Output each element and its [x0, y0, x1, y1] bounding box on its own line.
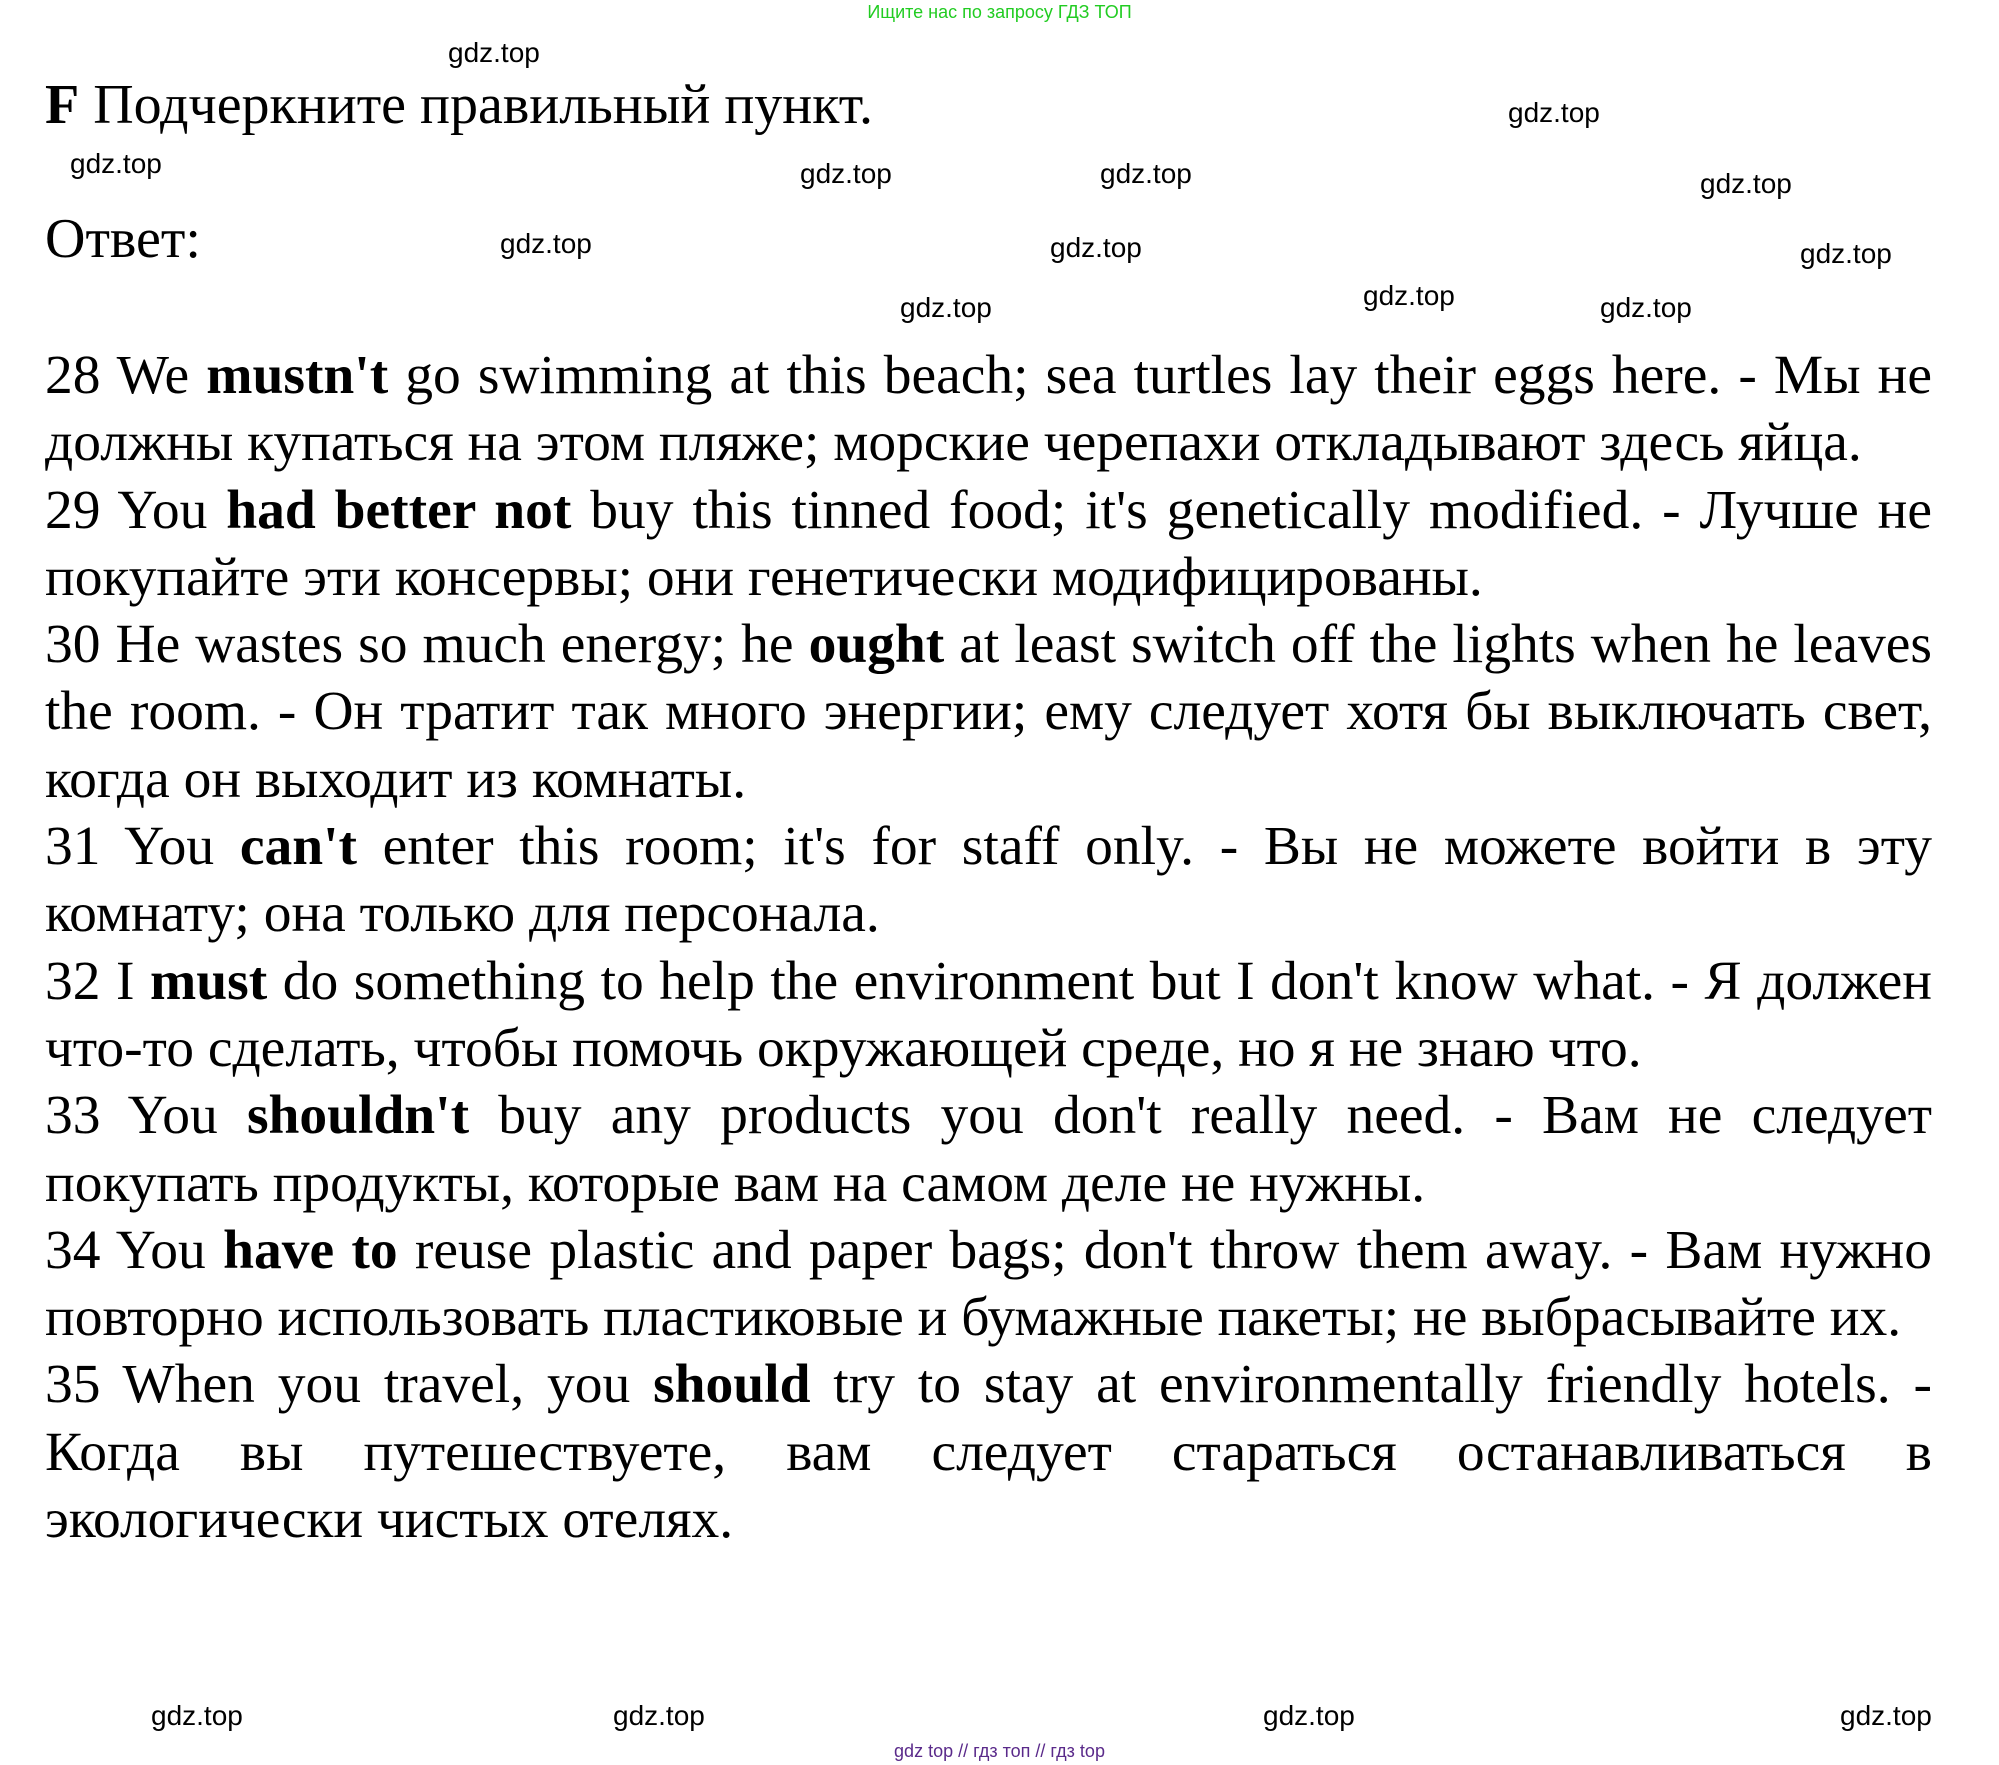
- answer-label: Ответ:: [45, 208, 201, 270]
- item-answer: mustn't: [206, 345, 389, 406]
- top-banner: Ищите нас по запросу ГДЗ ТОП: [867, 2, 1132, 22]
- item-answer: shouldn't: [246, 1085, 470, 1147]
- item-answer: can't: [239, 816, 357, 878]
- watermark: gdz.top: [151, 1700, 243, 1731]
- answer-item: [45, 813, 1932, 948]
- item-text: 33 You: [45, 1085, 247, 1147]
- watermark: gdz.top: [613, 1700, 705, 1731]
- exercise-instruction: Подчеркните правильный пункт.: [79, 74, 873, 136]
- exercise-letter: F: [45, 74, 80, 136]
- item-answer: have to: [223, 1219, 398, 1281]
- item-answer: should: [653, 1354, 811, 1416]
- watermark: gdz.top: [500, 228, 592, 259]
- item-answer: must: [150, 950, 268, 1012]
- item-text: buy any products you don't really need. - Вам не следует покупать продукты, которые вам на самом деле не нужны.: [45, 1085, 1932, 1214]
- answer-item: [45, 1217, 1932, 1352]
- answer-item: [45, 1082, 1932, 1217]
- answer-content: [45, 342, 1932, 1553]
- watermark: gdz.top: [1600, 292, 1692, 323]
- answer-item: [45, 611, 1932, 813]
- item-text: go swimming at this beach; sea turtles lay their eggs here. - Мы не должны купаться на этом пляже; морские черепахи откладывают здесь яйца.: [45, 345, 1932, 474]
- item-text: 35 When you travel, you: [45, 1354, 654, 1416]
- item-text: reuse plastic and paper bags; don't throw them away. - Вам нужно повторно использовать пластиковые и бумажные пакеты; не выбрасывайте их.: [45, 1219, 1933, 1349]
- watermark: gdz.top: [1363, 280, 1455, 311]
- item-text: 30 He wastes so much energy; he: [45, 614, 809, 676]
- item-text: try to stay at environmentally friendly hotels. - Когда вы путешествуете, вам следует стараться останавливаться в экологически чистых отелях.: [45, 1354, 1932, 1551]
- item-text: 28 We: [45, 345, 207, 406]
- watermark: gdz.top: [70, 148, 162, 179]
- answer-item: [45, 477, 1932, 612]
- item-answer: had better not: [226, 479, 572, 541]
- answer-item: [45, 1351, 1932, 1553]
- footer-links: gdz top // гдз топ // гдз top: [894, 1741, 1105, 1761]
- item-text: buy this tinned food; it's genetically modified. - Лучше не покупайте эти консервы; они генетически модифицированы.: [45, 479, 1933, 608]
- watermark: gdz.top: [1100, 158, 1192, 189]
- watermark: gdz.top: [800, 158, 892, 189]
- item-text: 32 I: [45, 950, 151, 1012]
- answer-item: [45, 342, 1932, 477]
- watermark: gdz.top: [448, 37, 540, 68]
- item-text: 29 You: [45, 479, 227, 541]
- watermark: gdz.top: [1050, 232, 1142, 263]
- item-text: at least switch off the lights when he leaves the room. - Он тратит так много энергии; ему следует хотя бы выключать свет, когда он выходит из комнаты.: [45, 614, 1932, 810]
- item-text: 34 You: [45, 1219, 224, 1281]
- watermark: gdz.top: [1700, 168, 1792, 199]
- answer-item: [45, 948, 1932, 1083]
- watermark: gdz.top: [1508, 97, 1600, 128]
- watermark: gdz.top: [900, 292, 992, 323]
- item-text: 31 You: [45, 816, 240, 878]
- exercise-title: [45, 72, 873, 139]
- watermark: gdz.top: [1800, 238, 1892, 269]
- item-answer: ought: [808, 614, 945, 676]
- item-text: do something to help the environment but I don't know what. - Я должен что-то сделать, чтобы помочь окружающей среде, но я не знаю что.: [45, 950, 1932, 1079]
- watermark: gdz.top: [1263, 1700, 1355, 1731]
- item-text: enter this room; it's for staff only. - Вы не можете войти в эту комнату; она только для персонала.: [45, 816, 1932, 945]
- watermark: gdz.top: [1840, 1700, 1932, 1731]
